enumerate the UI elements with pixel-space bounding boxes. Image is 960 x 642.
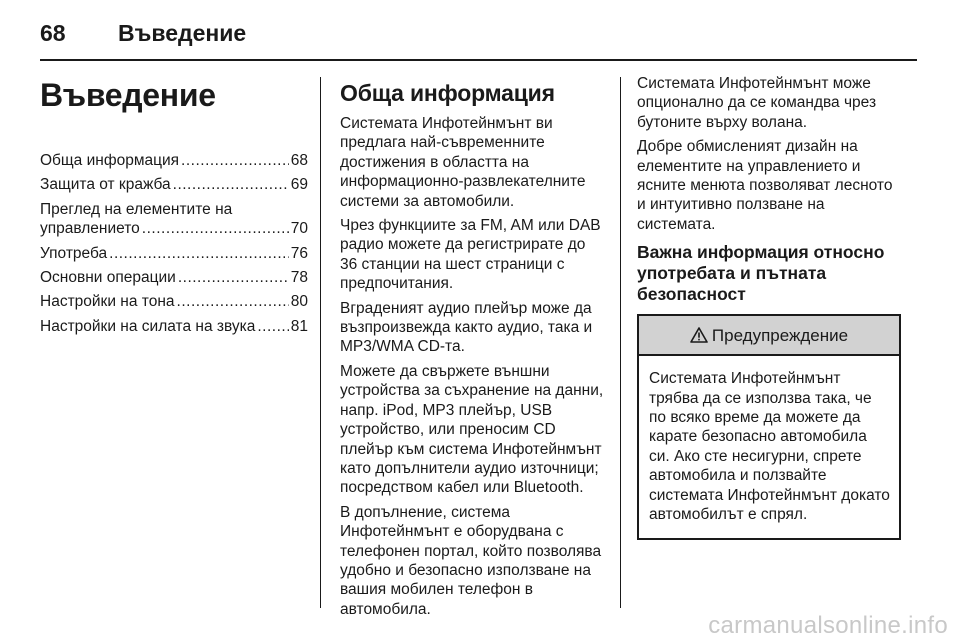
paragraph: В допълнение, система Инфотейнмънт е оборудвана с телефонен портал, който позволява удобно и безопасно използване на вашия мобилен телефон в автомобила. [340,503,602,618]
running-header-title: Въведение [118,20,247,46]
paragraph: Системата Инфотейнмънт може опционално да се командва чрез бутоните върху волана. [637,75,877,131]
toc-label: Обща информация [40,152,180,169]
warning-title: Предупреждение [711,325,849,345]
table-of-contents [40,151,308,336]
toc-column [40,74,308,341]
toc-entry[interactable] [40,268,308,287]
toc-label: управлението [40,220,140,238]
toc-page: 76 [290,244,308,262]
toc-label: Защита от кражба [40,176,171,194]
warning-triangle-icon [690,327,708,343]
paragraph: Чрез функциите за FM, AM или DAB радио можете да регистрирате до 36 станции на шест страници с предпочитания. [340,217,601,293]
toc-page: 68 [290,152,308,169]
toc-label: Основни операции [40,269,176,287]
toc-label: Настройки на силата на звука [40,317,256,335]
page-number: 68 [40,20,66,46]
toc-entry[interactable] [40,244,308,263]
toc-label: Настройки на тона [40,293,175,311]
toc-page: 78 [290,269,308,287]
toc-entry[interactable] [40,317,308,336]
chapter-title: Въведение [40,77,216,113]
toc-page: 69 [290,176,308,194]
toc-page: 80 [290,293,308,311]
toc-entry[interactable] [40,292,308,311]
warning-text: Системата Инфотейнмънт трябва да се използва така, че по всяко време да можете да карате безопасно автомобила си. Ако сте несигурни, спрете автомобила и ползвайте системата Инфотейнмънт докато автомобилът е спрял. [649,370,890,524]
toc-entry[interactable] [40,175,308,194]
toc-entry[interactable] [40,200,308,239]
warning-box [637,314,901,539]
general-info-column [340,74,604,624]
toc-page: 81 [290,317,308,335]
paragraph: Вграденият аудио плейър може да възпроизвежда както аудио, така и MP3/WMA CD-та. [340,299,593,356]
watermark: carmanualsonline.info [708,612,948,639]
section-title: Обща информация [340,80,555,106]
header-rule [40,59,917,61]
column-divider [320,77,321,608]
toc-label: Преглед на елементите на [40,200,233,218]
safety-column [637,74,901,540]
warning-header [639,316,899,356]
paragraph: Можете да свържете външни устройства за съхранение на данни, напр. iPod, MP3 плейър, USB устройство, или преносим CD плейър към система Инфотейнмънт като допълнители аудио източници; посредством кабел или Bluetooth. [340,362,604,497]
paragraph: Добре обмисленият дизайн на елементите на управлението и ясните менюта позволяват лесното и интуитивно ползване на системата. [637,138,893,233]
column-divider [620,77,621,608]
toc-entry[interactable] [40,151,308,170]
toc-page: 70 [290,220,308,238]
paragraph: Системата Инфотейнмънт ви предлага най-съвременните достижения в областта на информационно-развлекателните системи за автомобили. [340,115,586,210]
toc-label: Употреба [40,244,108,262]
safety-heading: Важна информация относно употребата и пътната безопасност [637,242,885,305]
